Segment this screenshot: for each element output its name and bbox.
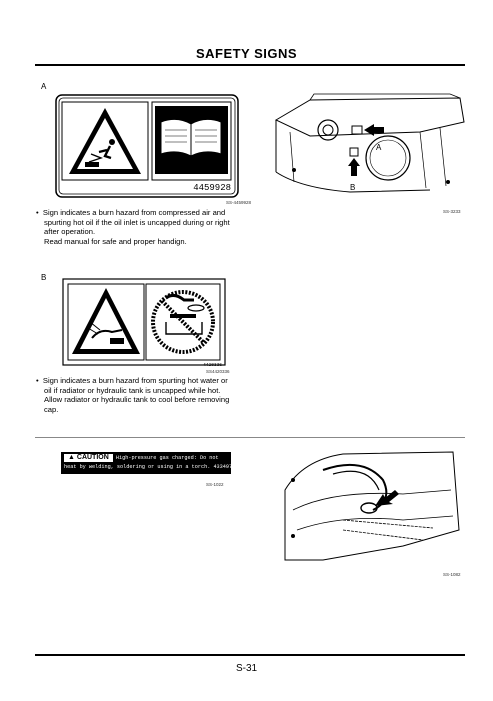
sign-b-decal — [62, 278, 226, 368]
sign-b-code: SS4420336 — [206, 369, 230, 374]
sign-a-line4: Read manual for safe and proper handign. — [44, 236, 187, 246]
sign-a-code: SS-4459928 — [226, 200, 252, 205]
header-rule — [35, 64, 465, 66]
caution-code: SS-1022 — [206, 482, 224, 487]
sign-a-label: A — [41, 82, 47, 91]
sign-b-line3: Allow radiator or hydraulic tank to cool before removing — [44, 395, 230, 405]
sign-b-line1: Sign indicates a burn hazard from spurting hot water or — [42, 376, 228, 385]
figure-oil-inlet-drawing — [270, 92, 466, 208]
sign-a-line3: after operation. — [44, 227, 96, 237]
sign-b-line4: cap. — [44, 404, 59, 414]
sign-a-line1: Sign indicates a burn hazard from compressed air and — [42, 208, 226, 217]
callout-b: B — [350, 183, 356, 192]
section-divider — [35, 437, 465, 438]
caution-header: CAUTION — [76, 454, 109, 461]
caution-triangle-icon: ▲ — [68, 454, 75, 461]
caution-part-number: 4334976 — [213, 464, 236, 470]
caution-line2: heat by welding, soldering or using in a torch. — [64, 464, 211, 470]
sign-a-line2: spurting hot oil if the oil inlet is uncapped during or right — [44, 217, 230, 227]
page-number: S-31 — [235, 663, 258, 674]
sign-b-label: B — [41, 273, 47, 282]
caution-line1: High-pressure gas charged: Do not — [115, 455, 219, 461]
caution-header-box — [64, 454, 113, 462]
figure-accumulator-drawing — [283, 450, 463, 566]
sign-a-description: • Sign indicates a burn hazard from compressed air and spurting hot oil if the oil inlet is uncapped during or right after operation. Read manual for safe and proper handign. — [36, 208, 258, 246]
footer-rule — [35, 654, 465, 656]
sign-a-decal — [55, 94, 239, 198]
manual-book-icon — [161, 119, 221, 156]
sign-b-part-number: 4420336 — [203, 363, 222, 368]
caution-decal — [61, 452, 236, 474]
sign-b-line2: oil if radiator or hydraulic tank is uncapped while hot. — [44, 385, 221, 395]
sign-a-part-number: 4459928 — [193, 183, 231, 193]
sign-b-description: • Sign indicates a burn hazard from spurting hot water or oil if radiator or hydraulic tank is uncapped while hot. Allow radiator or hydraulic tank to cool before removing cap. — [36, 376, 258, 414]
figure-c-code: SS-1082 — [443, 572, 461, 577]
arrow-b-icon — [348, 158, 360, 176]
callout-a: A — [376, 143, 382, 152]
page-title: SAFETY SIGNS — [195, 46, 298, 61]
figure-a-code: SS-3233 — [443, 209, 461, 214]
